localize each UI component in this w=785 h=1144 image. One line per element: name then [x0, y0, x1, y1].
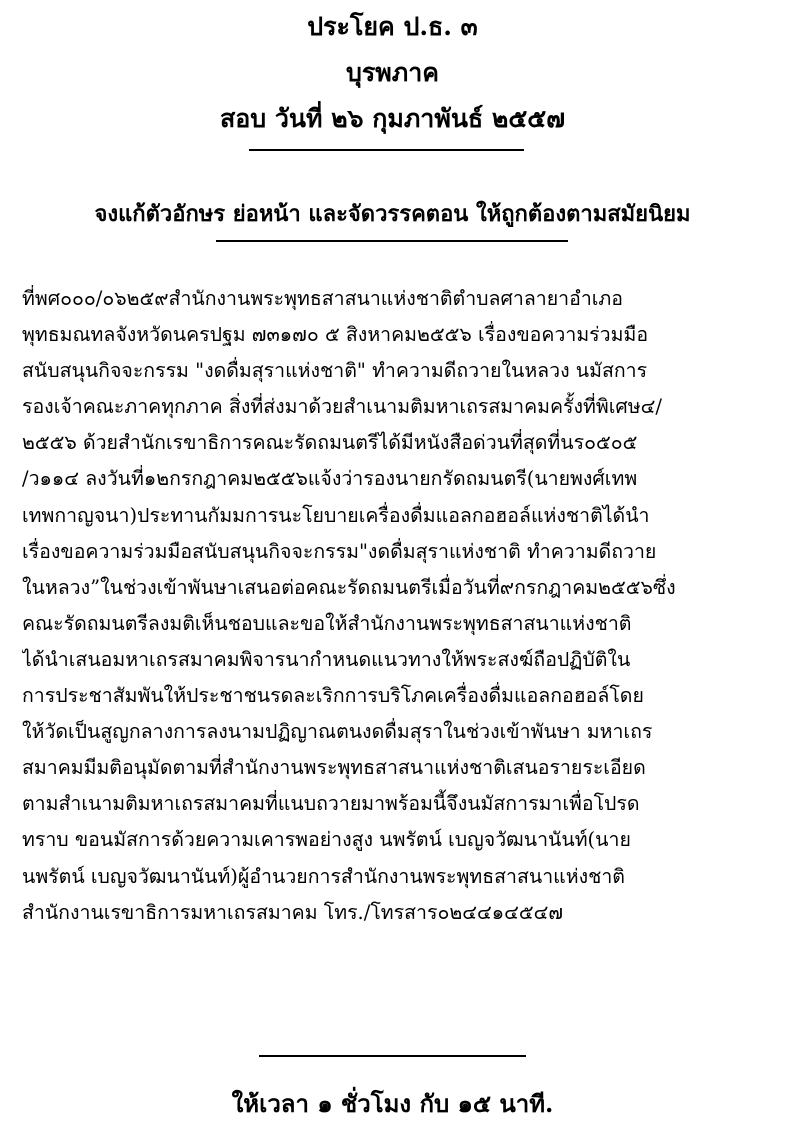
passage-line: ตามสำเนามติมหาเถรสมาคมที่แนบถวายมาพร้อมนี้จึงนมัสการมาเพื่อโปรด	[22, 792, 640, 816]
section-title: บุรพภาค	[345, 58, 440, 87]
instruction-text: จงแก้ตัวอักษร ย่อหน้า และจัดวรรคตอน ให้ถูกต้องตามสมัยนิยม	[94, 201, 691, 227]
passage-line: สมาคมมีมติอนุมัดตามที่สำนักงานพระพุทธสาสนาแห่งชาติเสนอรายระเอียด	[22, 756, 646, 780]
passage-line: รองเจ้าคณะภาคทุกภาค สิ่งที่ส่งมาด้วยสำเนามติมหาเถรสมาคมครั้งที่พิเศษ๔/	[22, 395, 662, 419]
passage-line: พุทธมณทลจังหวัดนครปฐม ๗๓๑๗๐ ๕ สิงหาคม๒๕๕๖ เรื่องขอความร่วมมือ	[22, 323, 649, 347]
passage-line: เรื่องขอความร่วมมือสนับสนุนกิจจะกรรม"งดดื่มสุราแห่งชาติ ทำความดีถวาย	[22, 539, 657, 563]
header-divider	[249, 149, 524, 151]
passage-line: ให้วัดเป็นสูญกลางการลงนามปฏิญาณตนงดดื่มสุราในช่วงเข้าพันษา มหาเถร	[22, 720, 653, 744]
exam-date: สอบ วันที่ ๒๖ กุมภาพันธ์ ๒๕๕๗	[220, 104, 565, 133]
passage-line: /ว๑๑๔ ลงวันที่๑๒กรกฎาคม๒๕๕๖แจ้งว่ารองนายกรัดถมนตรี(นายพงศ์เทพ	[22, 467, 638, 491]
passage-line: ได้นำเสนอมหาเถรสมาคมพิจารนากำหนดแนวทางให้พระสงฆ์ถือปฏิบัติใน	[22, 647, 631, 671]
passage-line: ในหลวง”ในช่วงเข้าพันษาเสนอต่อคณะรัดถมนตรีเมื่อวันที่๙กรกฎาคม๒๕๕๖ซึ่ง	[22, 575, 676, 599]
passage-body	[22, 281, 767, 931]
passage-line: สนับสนุนกิจจะกรรม "งดดื่มสุราแห่งชาติ" ทำความดีถวายในหลวง นมัสการ	[22, 359, 648, 383]
footer-divider	[259, 1055, 526, 1057]
passage-line: การประชาสัมพันให้ประชาชนรดละเริกการบริโภคเครื่องดื่มแอลกอฮอล์โดย	[22, 684, 644, 708]
passage-line: สำนักงานเรขาธิการมหาเถรสมาคม โทร./โทรสาร๐๒๔๔๑๔๕๔๗	[22, 900, 564, 924]
passage-line: ที่พศ๐๐๐/๐๖๒๕๙สำนักงานพระพุทธสาสนาแห่งชาติตำบลศาลายาอำเภอ	[22, 287, 623, 310]
time-limit: ให้เวลา ๑ ชั่วโมง กับ ๑๕ นาที.	[231, 1089, 554, 1118]
exam-title: ประโยค ป.ธ. ๓	[307, 12, 478, 41]
passage-line: นพรัตน์ เบญจวัฒนานันท์)ผู้อำนวยการสำนักงานพระพุทธสาสนาแห่งชาติ	[22, 864, 625, 888]
passage-line: คณะรัดถมนตรีลงมติเห็นชอบและขอให้สำนักงานพระพุทธสาสนาแห่งชาติ	[22, 611, 632, 635]
passage-line: เทพกาญจนา)ประทานกัมมการนะโยบายเครื่องดื่มแอลกอฮอล์แห่งชาติได้นำ	[22, 503, 650, 527]
instruction-divider	[216, 240, 568, 242]
passage-line: ๒๕๕๖ ด้วยสำนักเรขาธิการคณะรัดถมนตรีได้มีหนังสือด่วนที่สุดที่นร๐๕๐๕	[22, 431, 638, 455]
passage-line: ทราบ ขอนมัสการด้วยความเคารพอย่างสูง นพรัตน์ เบญจวัฒนานันท์(นาย	[22, 828, 631, 852]
